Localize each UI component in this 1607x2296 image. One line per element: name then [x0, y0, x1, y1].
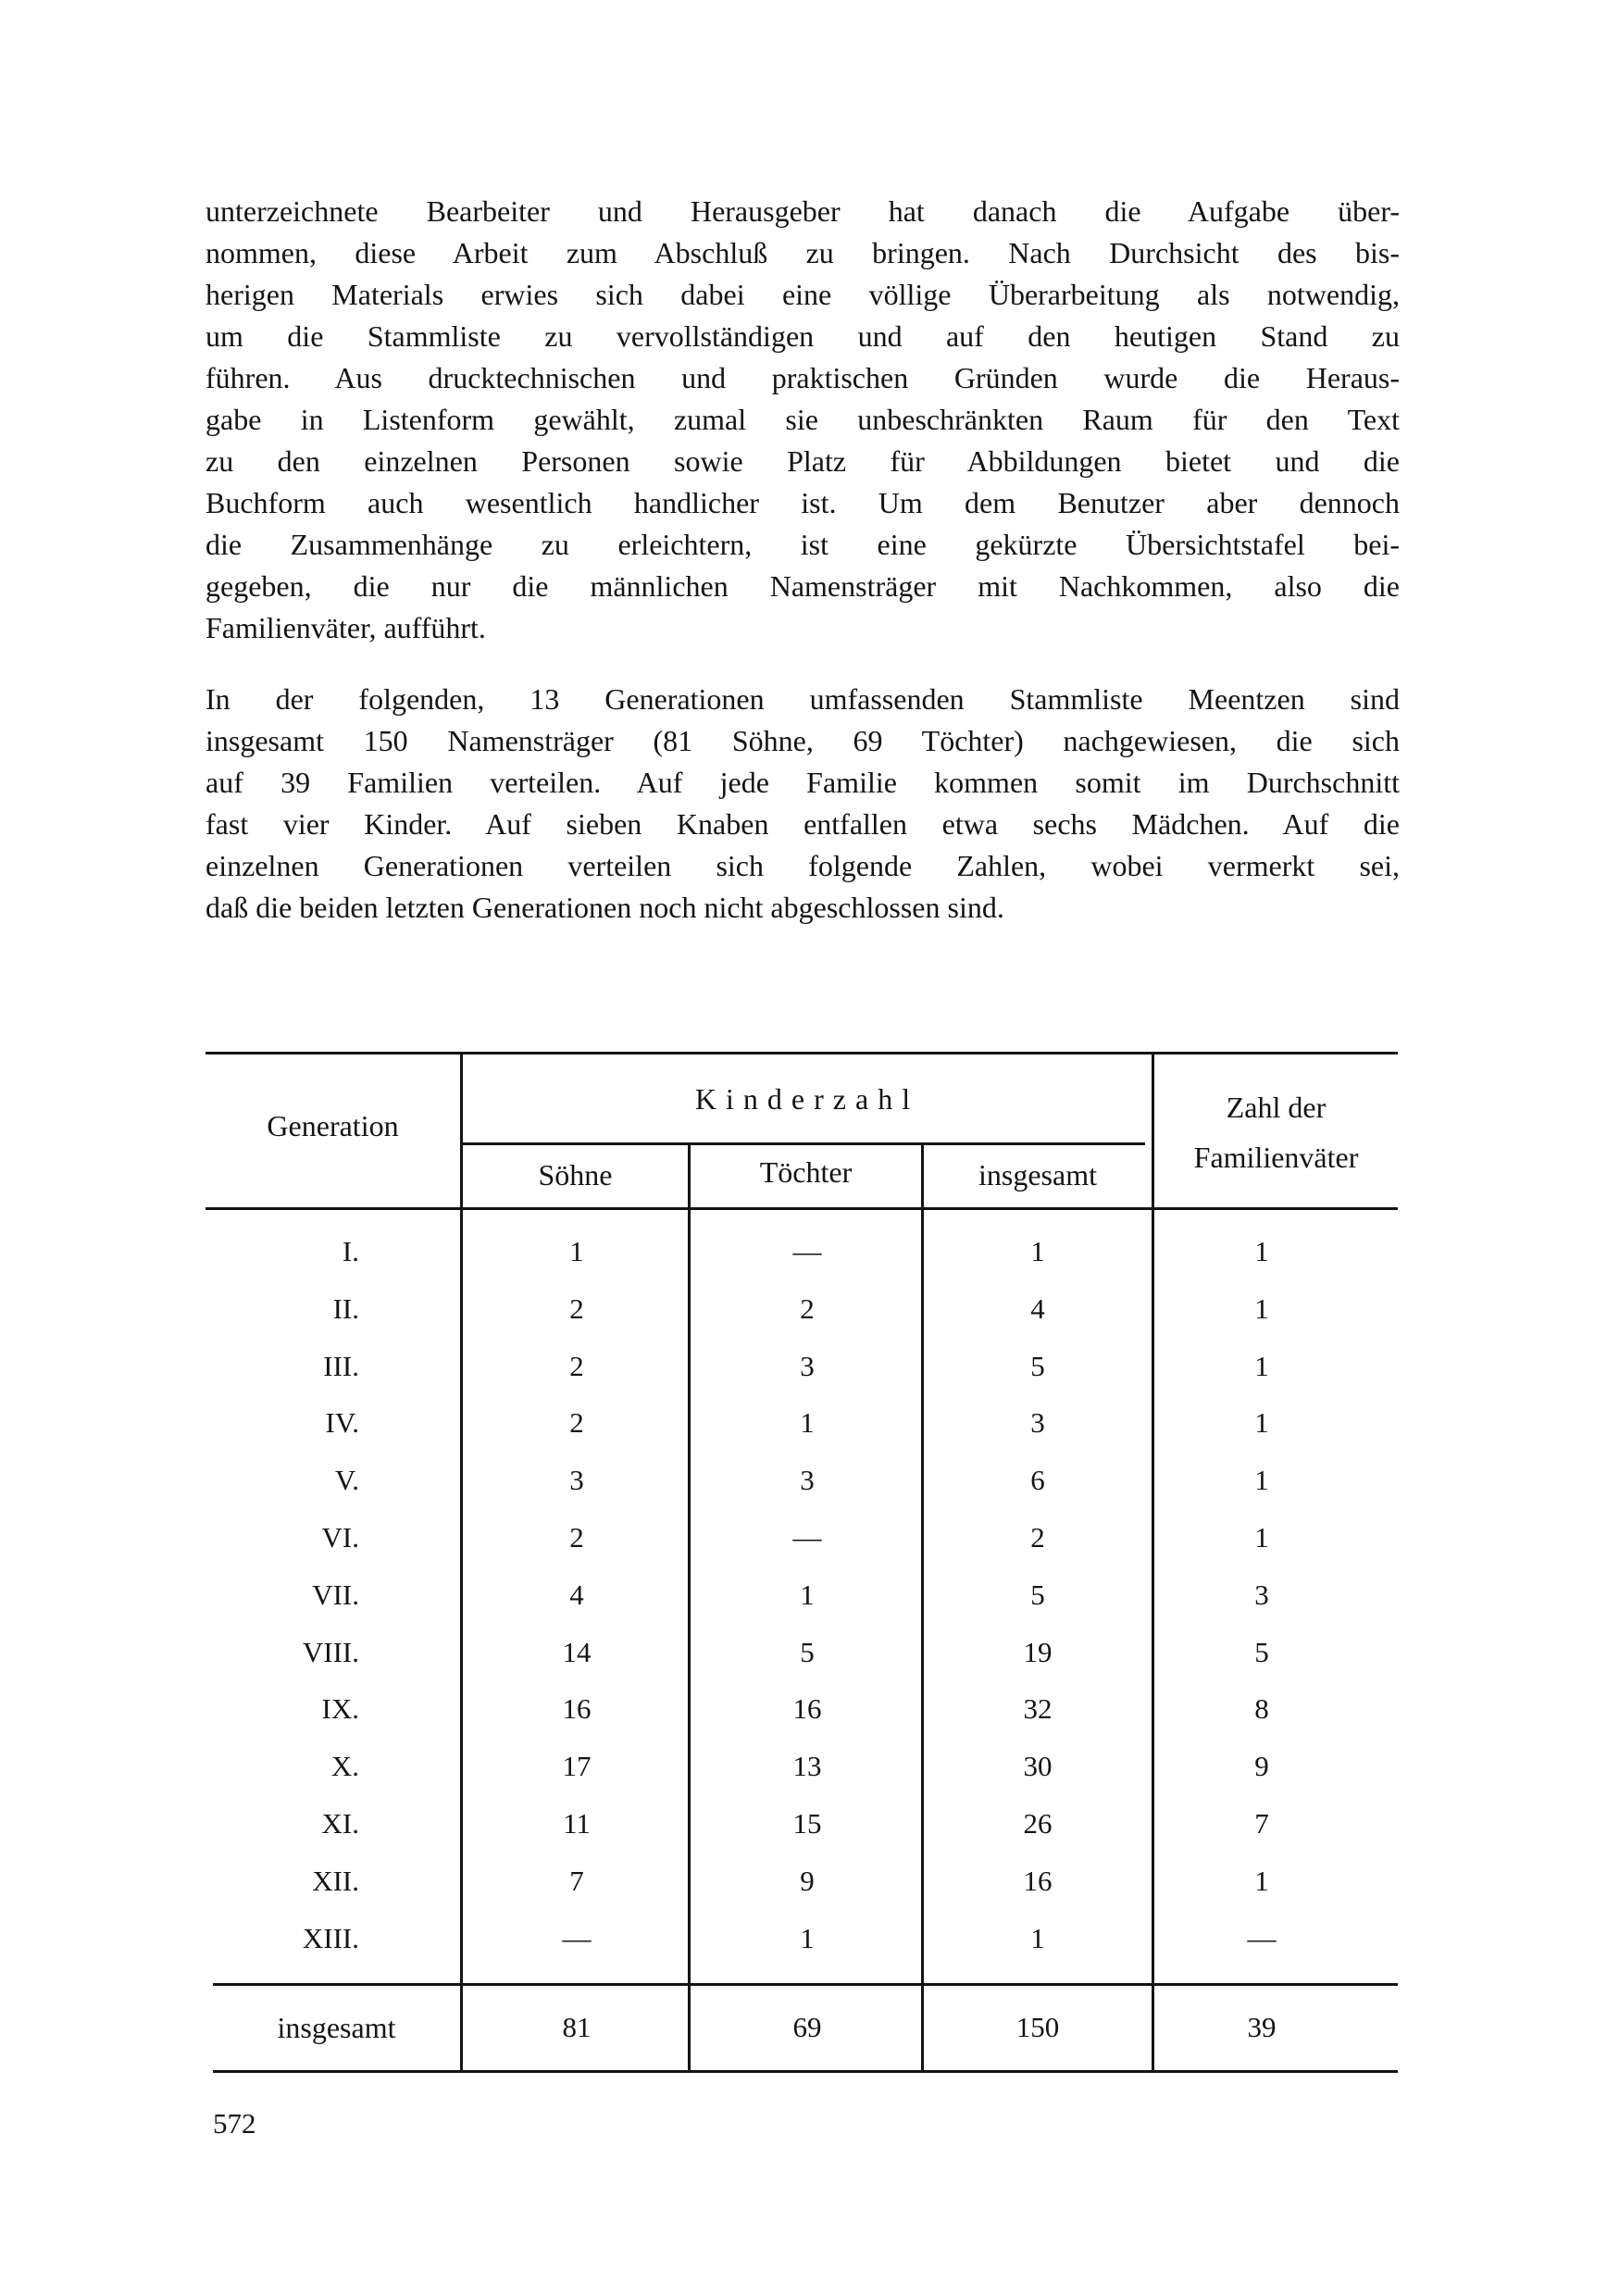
text-line: Familienväter, aufführt. [206, 611, 486, 644]
cell-soehne: 16 [562, 1692, 592, 1725]
kinderzahl-underline [460, 1142, 1145, 1145]
cell-toechter: 2 [800, 1292, 815, 1325]
cell-insgesamt: 2 [1030, 1521, 1045, 1554]
text-line: herigen Materials erwies sich dabei eine völlige Überarbeitung als notwendig, [206, 278, 1400, 311]
generation-label: III. [323, 1350, 359, 1382]
generation-label: XIII. [302, 1922, 359, 1954]
generation-label: VI. [321, 1521, 359, 1554]
paragraph-2 [206, 679, 1400, 929]
header-bottom-rule [206, 1207, 1398, 1210]
cell-soehne: 2 [569, 1350, 584, 1382]
cell-vaeter: 1 [1254, 1521, 1269, 1554]
cell-soehne: 17 [562, 1750, 592, 1782]
text-line: In der folgenden, 13 Generationen umfassenden Stammliste Meentzen sind [206, 682, 1400, 716]
generation-label: V. [334, 1464, 359, 1496]
cell-soehne: 4 [569, 1578, 584, 1611]
cell-vaeter: 1 [1254, 1865, 1269, 1897]
total-vaeter: 39 [1247, 2011, 1277, 2043]
text-line: führen. Aus drucktechnischen und praktischen Gründen wurde die Heraus- [206, 361, 1400, 394]
cell-toechter: — [792, 1521, 822, 1554]
cell-soehne: 2 [569, 1292, 584, 1325]
text-line: einzelnen Generationen verteilen sich folgende Zahlen, wobei vermerkt sei, [206, 849, 1400, 882]
generation-label: VIII. [302, 1636, 359, 1668]
cell-insgesamt: 32 [1023, 1692, 1053, 1725]
cell-toechter: 1 [800, 1578, 815, 1611]
cell-insgesamt: 1 [1030, 1235, 1045, 1267]
generation-label: IX. [321, 1692, 359, 1725]
total-toechter: 69 [792, 2011, 822, 2043]
cell-insgesamt: 26 [1023, 1807, 1053, 1840]
cell-soehne: 7 [569, 1865, 584, 1897]
text-line: insgesamt 150 Namensträger (81 Söhne, 69 Töchter) nachgewiesen, die sich [206, 724, 1400, 757]
text-line: fast vier Kinder. Auf sieben Knaben entfallen etwa sechs Mädchen. Auf die [206, 807, 1400, 841]
cell-vaeter: 1 [1254, 1292, 1269, 1325]
cell-insgesamt: 3 [1030, 1406, 1045, 1439]
cell-insgesamt: 1 [1030, 1922, 1045, 1954]
cell-vaeter: 7 [1254, 1807, 1269, 1840]
column-divider-insgesamt [1152, 1054, 1154, 2072]
cell-soehne: — [562, 1922, 592, 1954]
text-line: nommen, diese Arbeit zum Abschluß zu bringen. Nach Durchsicht des bis- [206, 236, 1400, 269]
header-kinderzahl: Kinderzahl [694, 1082, 920, 1116]
header-insgesamt: insgesamt [978, 1158, 1097, 1192]
cell-toechter: 1 [800, 1406, 815, 1439]
cell-insgesamt: 6 [1030, 1464, 1045, 1496]
generation-label: XII. [312, 1865, 359, 1897]
total-label: insgesamt [277, 2011, 396, 2044]
cell-soehne: 2 [569, 1521, 584, 1554]
header-generation: Generation [267, 1109, 399, 1142]
generation-label: X. [330, 1750, 359, 1782]
column-divider-toechter [921, 1144, 924, 2072]
column-divider-soehne [688, 1144, 691, 2072]
text-line: daß die beiden letzten Generationen noch nicht abgeschlossen sind. [206, 891, 1004, 924]
text-line: um die Stammliste zu vervollständigen und auf den heutigen Stand zu [206, 319, 1400, 353]
text-line: zu den einzelnen Personen sowie Platz für Abbildungen bietet und die [206, 444, 1400, 478]
cell-toechter: 5 [800, 1636, 815, 1668]
generation-label: XI. [321, 1807, 359, 1840]
cell-insgesamt: 4 [1030, 1292, 1045, 1325]
cell-vaeter: 1 [1254, 1350, 1269, 1382]
generation-label: IV. [325, 1406, 359, 1439]
cell-vaeter: — [1247, 1922, 1277, 1954]
text-line: gegeben, die nur die männlichen Namensträger mit Nachkommen, also die [206, 569, 1400, 603]
cell-soehne: 3 [569, 1464, 584, 1496]
generation-label: II. [332, 1292, 359, 1325]
text-line: die Zusammenhänge zu erleichtern, ist eine gekürzte Übersichtstafel bei- [206, 528, 1400, 561]
cell-vaeter: 1 [1254, 1235, 1269, 1267]
text-line: gabe in Listenform gewählt, zumal sie unbeschränkten Raum für den Text [206, 403, 1400, 436]
cell-vaeter: 1 [1254, 1406, 1269, 1439]
cell-toechter: 3 [800, 1464, 815, 1496]
header-toechter: Töchter [759, 1155, 853, 1189]
paragraph-1 [206, 191, 1400, 649]
cell-toechter: 3 [800, 1350, 815, 1382]
cell-soehne: 11 [563, 1807, 591, 1840]
column-divider-generation [460, 1054, 463, 2072]
text-line: unterzeichnete Bearbeiter und Herausgeber hat danach die Aufgabe über- [206, 194, 1400, 228]
table-top-rule [206, 1052, 1398, 1054]
header-zahl-der: Zahl der [1226, 1091, 1327, 1124]
cell-toechter: 16 [792, 1692, 822, 1725]
total-soehne: 81 [562, 2011, 592, 2043]
cell-insgesamt: 5 [1030, 1578, 1045, 1611]
cell-soehne: 1 [569, 1235, 584, 1267]
cell-soehne: 2 [569, 1406, 584, 1439]
cell-toechter: 15 [792, 1807, 822, 1840]
cell-vaeter: 5 [1254, 1636, 1269, 1668]
cell-insgesamt: 19 [1023, 1636, 1053, 1668]
text-line: auf 39 Familien verteilen. Auf jede Familie kommen somit im Durchschnitt [206, 766, 1400, 799]
cell-vaeter: 1 [1254, 1464, 1269, 1496]
cell-soehne: 14 [562, 1636, 592, 1668]
cell-insgesamt: 30 [1023, 1750, 1053, 1782]
total-insgesamt: 150 [1015, 2011, 1060, 2043]
table-bottom-rule [213, 2070, 1398, 2073]
total-top-rule [213, 1983, 1398, 1986]
cell-toechter: 13 [792, 1750, 822, 1782]
generation-label: VII. [312, 1578, 359, 1611]
header-familienvaeter: Familienväter [1193, 1141, 1359, 1174]
cell-vaeter: 9 [1254, 1750, 1269, 1782]
text-line: Buchform auch wesentlich handlicher ist. Um dem Benutzer aber dennoch [206, 486, 1400, 519]
cell-insgesamt: 16 [1023, 1865, 1053, 1897]
page-number: 572 [213, 2107, 256, 2140]
cell-vaeter: 3 [1254, 1578, 1269, 1611]
cell-toechter: 1 [800, 1922, 815, 1954]
cell-insgesamt: 5 [1030, 1350, 1045, 1382]
cell-vaeter: 8 [1254, 1692, 1269, 1725]
header-soehne: Söhne [538, 1158, 613, 1192]
cell-toechter: — [792, 1235, 822, 1267]
cell-toechter: 9 [800, 1865, 815, 1897]
generation-label: I. [342, 1235, 359, 1267]
